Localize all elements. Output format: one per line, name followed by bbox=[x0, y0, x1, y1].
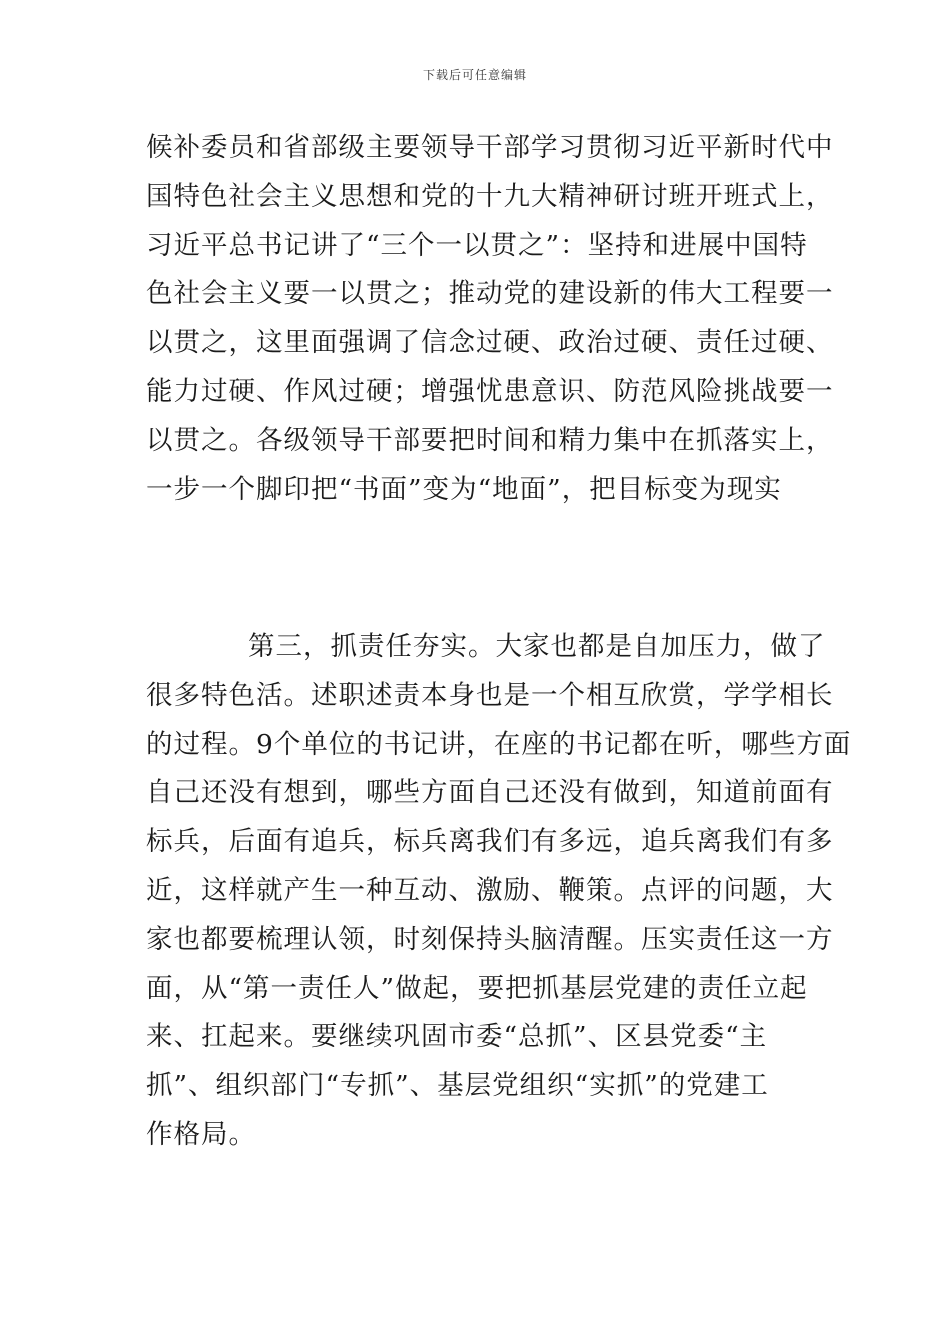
text-line: 抓”、组织部门“专抓”、基层党组织“实抓”的党建工 bbox=[146, 1070, 769, 1102]
text-line: 以贯之，这里面强调了信念过硬、政治过硬、责任过硬、 bbox=[146, 327, 834, 359]
text-line: 候补委员和省部级主要领导干部学习贯彻习近平新时代中 bbox=[146, 132, 834, 163]
text-line: 习近平总书记讲了“三个一以贯之”：坚持和进展中国特 bbox=[146, 229, 808, 261]
text-line: 以贯之。各级领导干部要把时间和精力集中在抓落实上， bbox=[146, 424, 834, 456]
text-line: 近，这样就产生一种互动、激励、鞭策。点评的问题，大 bbox=[146, 874, 834, 906]
text-line: 自己还没有想到，哪些方面自己还没有做到，知道前面有 bbox=[146, 777, 834, 809]
text-line: 国特色社会主义思想和党的十九大精神研讨班开班式上， bbox=[146, 180, 834, 212]
text-line: 作格局。 bbox=[146, 1118, 256, 1150]
text-line: 的过程。9个单位的书记讲，在座的书记都在听，哪些方面 bbox=[146, 728, 852, 760]
text-line: 标兵，后面有追兵，标兵离我们有多远，追兵离我们有多 bbox=[146, 826, 834, 858]
text-line: 很多特色活。述职述责本身也是一个相互欣赏，学学相长 bbox=[146, 679, 834, 711]
page-header-note: 下载后可任意编辑 bbox=[422, 68, 527, 82]
paragraph-2 bbox=[146, 623, 852, 1160]
text-line: 来、扛起来。要继续巩固市委“总抓”、区县党委“主 bbox=[146, 1021, 768, 1053]
text-line: 家也都要梳理认领，时刻保持头脑清醒。压实责任这一方 bbox=[146, 923, 834, 955]
text-line: 能力过硬、作风过硬；增强忧患意识、防范风险挑战要一 bbox=[146, 375, 834, 407]
text-line: 第三，抓责任夯实。大家也都是自加压力，做了 bbox=[248, 631, 826, 662]
paragraph-1 bbox=[146, 124, 834, 514]
text-line: 一步一个脚印把“书面”变为“地面”，把目标变为现实 bbox=[146, 473, 782, 505]
text-line: 面，从“第一责任人”做起，要把抓基层党建的责任立起 bbox=[146, 972, 808, 1004]
text-line: 色社会主义要一以贯之；推动党的建设新的伟大工程要一 bbox=[146, 278, 834, 310]
